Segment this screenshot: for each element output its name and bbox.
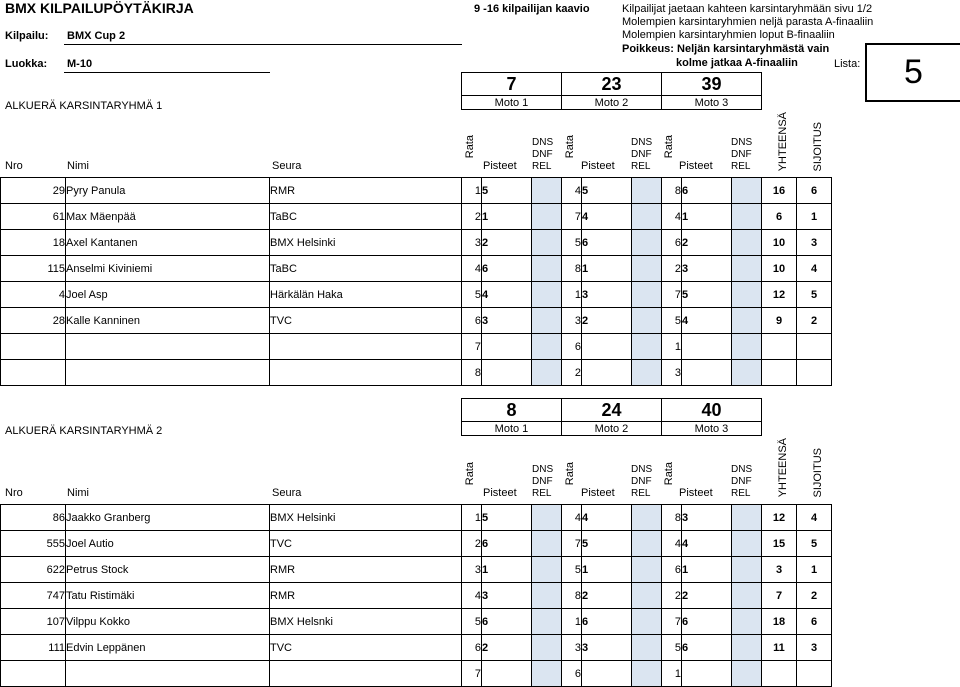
luokka-value[interactable]: M-10 bbox=[67, 58, 93, 70]
table-row bbox=[1, 230, 832, 256]
col-rel: REL bbox=[731, 161, 751, 172]
status-cell[interactable] bbox=[732, 360, 762, 386]
moto-label: Moto 1 bbox=[462, 96, 562, 110]
competitor-name: Edvin Leppänen bbox=[66, 635, 270, 661]
heat-number: 7 bbox=[462, 73, 562, 96]
points-cell[interactable] bbox=[482, 334, 532, 360]
points-cell[interactable] bbox=[582, 661, 632, 687]
points-cell[interactable]: 3 bbox=[482, 308, 532, 334]
competitor-number bbox=[1, 661, 66, 687]
col-sijoitus: SIJOITUS bbox=[812, 122, 824, 172]
total-points[interactable]: 12 bbox=[762, 282, 797, 308]
gate-number: 6 bbox=[562, 334, 582, 360]
competitor-number: 28 bbox=[1, 308, 66, 334]
points-cell[interactable]: 6 bbox=[682, 178, 732, 204]
status-cell[interactable] bbox=[632, 360, 662, 386]
status-cell[interactable] bbox=[732, 230, 762, 256]
luokka-underline bbox=[64, 72, 270, 73]
points-cell[interactable]: 4 bbox=[482, 282, 532, 308]
competitor-number: 747 bbox=[1, 583, 66, 609]
note-line-3: Molempien karsintaryhmien loput B-finaaliin bbox=[622, 29, 835, 41]
gate-number: 5 bbox=[462, 282, 482, 308]
status-cell[interactable] bbox=[532, 256, 562, 282]
status-cell[interactable] bbox=[732, 557, 762, 583]
points-cell[interactable]: 6 bbox=[582, 230, 632, 256]
total-points[interactable]: 11 bbox=[762, 635, 797, 661]
col-dnf: DNF bbox=[532, 476, 553, 487]
gate-number: 5 bbox=[662, 635, 682, 661]
col-dns: DNS bbox=[532, 464, 554, 475]
gate-number: 3 bbox=[562, 635, 582, 661]
placement[interactable]: 4 bbox=[797, 505, 832, 531]
competitor-number: 18 bbox=[1, 230, 66, 256]
competitor-name: Pyry Panula bbox=[66, 178, 270, 204]
table-row bbox=[1, 282, 832, 308]
competitor-number bbox=[1, 334, 66, 360]
table-row bbox=[1, 178, 832, 204]
gate-number: 4 bbox=[462, 256, 482, 282]
points-cell[interactable]: 6 bbox=[482, 256, 532, 282]
total-points[interactable]: 10 bbox=[762, 230, 797, 256]
status-cell[interactable] bbox=[632, 635, 662, 661]
status-cell[interactable] bbox=[632, 308, 662, 334]
col-dnf: DNF bbox=[532, 149, 553, 160]
note-line-1: Kilpailijat jaetaan kahteen karsintaryhmään sivu 1/2 bbox=[622, 3, 873, 15]
gate-number: 1 bbox=[662, 334, 682, 360]
competitor-number: 115 bbox=[1, 256, 66, 282]
status-cell[interactable] bbox=[532, 635, 562, 661]
gate-number: 8 bbox=[562, 583, 582, 609]
moto-label: Moto 3 bbox=[662, 96, 762, 110]
gate-number: 4 bbox=[562, 505, 582, 531]
placement[interactable]: 1 bbox=[797, 204, 832, 230]
competitor-name: Max Mäenpää bbox=[66, 204, 270, 230]
placement[interactable]: 1 bbox=[797, 557, 832, 583]
status-cell[interactable] bbox=[532, 661, 562, 687]
points-cell[interactable]: 2 bbox=[582, 308, 632, 334]
total-points[interactable] bbox=[762, 661, 797, 687]
gate-number: 2 bbox=[462, 531, 482, 557]
points-cell[interactable]: 5 bbox=[682, 282, 732, 308]
gate-number: 7 bbox=[662, 609, 682, 635]
col-dnf: DNF bbox=[631, 476, 652, 487]
competitor-number: 107 bbox=[1, 609, 66, 635]
gate-number: 5 bbox=[662, 308, 682, 334]
total-points[interactable] bbox=[762, 334, 797, 360]
total-points[interactable]: 9 bbox=[762, 308, 797, 334]
status-cell[interactable] bbox=[532, 282, 562, 308]
kilpailu-underline bbox=[64, 44, 462, 45]
lista-box[interactable] bbox=[865, 43, 960, 102]
points-cell[interactable]: 6 bbox=[582, 609, 632, 635]
moto-label: Moto 2 bbox=[562, 422, 662, 436]
status-cell[interactable] bbox=[732, 661, 762, 687]
competitor-name bbox=[66, 334, 270, 360]
gate-number: 5 bbox=[562, 557, 582, 583]
club-name: TaBC bbox=[270, 204, 462, 230]
total-points[interactable]: 3 bbox=[762, 557, 797, 583]
note-line-4: Poikkeus: Neljän karsintaryhmästä vain bbox=[622, 43, 830, 55]
gate-number: 1 bbox=[462, 505, 482, 531]
club-name: BMX Helsnki bbox=[270, 609, 462, 635]
table-row bbox=[1, 360, 832, 386]
points-cell[interactable]: 3 bbox=[482, 583, 532, 609]
gate-number: 1 bbox=[662, 661, 682, 687]
status-cell[interactable] bbox=[532, 360, 562, 386]
col-dnf: DNF bbox=[731, 476, 752, 487]
competitor-name: Jaakko Granberg bbox=[66, 505, 270, 531]
points-cell[interactable] bbox=[682, 661, 732, 687]
heat-number: 40 bbox=[662, 399, 762, 422]
status-cell[interactable] bbox=[632, 609, 662, 635]
col-seura: Seura bbox=[272, 160, 302, 172]
points-cell[interactable] bbox=[482, 360, 532, 386]
competitor-name: Kalle Kanninen bbox=[66, 308, 270, 334]
competitor-name: Tatu Ristimäki bbox=[66, 583, 270, 609]
col-rata: Rata bbox=[564, 462, 576, 486]
points-cell[interactable]: 1 bbox=[582, 256, 632, 282]
note-line-2: Molempien karsintaryhmien neljä parasta A-finaaliin bbox=[622, 16, 874, 28]
col-dnf: DNF bbox=[731, 149, 752, 160]
heat-number: 24 bbox=[562, 399, 662, 422]
status-cell[interactable] bbox=[732, 204, 762, 230]
points-cell[interactable]: 2 bbox=[682, 230, 732, 256]
club-name bbox=[270, 661, 462, 687]
col-rata: Rata bbox=[464, 462, 476, 486]
gate-number: 6 bbox=[662, 230, 682, 256]
col-dns: DNS bbox=[532, 137, 554, 148]
lista-value: 5 bbox=[904, 53, 923, 91]
competitor-number: 622 bbox=[1, 557, 66, 583]
points-cell[interactable]: 2 bbox=[582, 583, 632, 609]
status-cell[interactable] bbox=[632, 230, 662, 256]
club-name: RMR bbox=[270, 178, 462, 204]
placement[interactable]: 6 bbox=[797, 178, 832, 204]
table-row bbox=[1, 308, 832, 334]
gate-number: 6 bbox=[562, 661, 582, 687]
col-rel: REL bbox=[731, 488, 751, 499]
placement[interactable] bbox=[797, 360, 832, 386]
gate-number: 3 bbox=[562, 308, 582, 334]
heat-number: 39 bbox=[662, 73, 762, 96]
total-points[interactable]: 7 bbox=[762, 583, 797, 609]
placement[interactable]: 2 bbox=[797, 308, 832, 334]
points-cell[interactable]: 4 bbox=[582, 204, 632, 230]
gate-number: 3 bbox=[462, 230, 482, 256]
note-line-5: kolme jatkaa A-finaaliin bbox=[676, 57, 798, 69]
points-cell[interactable]: 1 bbox=[682, 557, 732, 583]
col-rata: Rata bbox=[663, 135, 675, 159]
points-cell[interactable]: 2 bbox=[682, 583, 732, 609]
points-cell[interactable]: 6 bbox=[482, 531, 532, 557]
competitor-number: 61 bbox=[1, 204, 66, 230]
competitor-name: Axel Kantanen bbox=[66, 230, 270, 256]
status-cell[interactable] bbox=[632, 334, 662, 360]
total-points[interactable]: 15 bbox=[762, 531, 797, 557]
placement[interactable]: 3 bbox=[797, 635, 832, 661]
placement[interactable]: 6 bbox=[797, 609, 832, 635]
status-cell[interactable] bbox=[732, 505, 762, 531]
table-row bbox=[1, 505, 832, 531]
status-cell[interactable] bbox=[532, 178, 562, 204]
table-row bbox=[1, 609, 832, 635]
col-pisteet: Pisteet bbox=[483, 487, 517, 499]
competitor-name: Vilppu Kokko bbox=[66, 609, 270, 635]
placement[interactable]: 5 bbox=[797, 282, 832, 308]
points-cell[interactable]: 1 bbox=[682, 204, 732, 230]
status-cell[interactable] bbox=[532, 609, 562, 635]
points-cell[interactable]: 4 bbox=[582, 505, 632, 531]
gate-number: 8 bbox=[662, 178, 682, 204]
gate-number: 7 bbox=[562, 204, 582, 230]
col-nimi: Nimi bbox=[67, 160, 89, 172]
col-yhteensa: YHTEENSÄ bbox=[777, 438, 789, 498]
gate-number: 2 bbox=[462, 204, 482, 230]
moto-label: Moto 2 bbox=[562, 96, 662, 110]
status-cell[interactable] bbox=[732, 282, 762, 308]
col-pisteet: Pisteet bbox=[581, 487, 615, 499]
club-name: BMX Helsinki bbox=[270, 230, 462, 256]
col-dns: DNS bbox=[731, 464, 753, 475]
points-cell[interactable]: 1 bbox=[582, 557, 632, 583]
gate-number: 8 bbox=[662, 505, 682, 531]
placement[interactable]: 3 bbox=[797, 230, 832, 256]
col-nro: Nro bbox=[5, 160, 23, 172]
group-title: ALKUERÄ KARSINTARYHMÄ 2 bbox=[5, 425, 163, 437]
placement[interactable]: 5 bbox=[797, 531, 832, 557]
status-cell[interactable] bbox=[532, 334, 562, 360]
col-sijoitus: SIJOITUS bbox=[812, 448, 824, 498]
club-name: TVC bbox=[270, 635, 462, 661]
gate-number: 4 bbox=[662, 531, 682, 557]
points-cell[interactable]: 5 bbox=[582, 178, 632, 204]
col-pisteet: Pisteet bbox=[679, 160, 713, 172]
total-points[interactable]: 10 bbox=[762, 256, 797, 282]
gate-number: 2 bbox=[562, 360, 582, 386]
gate-number: 7 bbox=[562, 531, 582, 557]
status-cell[interactable] bbox=[532, 308, 562, 334]
col-rata: Rata bbox=[464, 135, 476, 159]
col-dns: DNS bbox=[631, 137, 653, 148]
placement[interactable]: 2 bbox=[797, 583, 832, 609]
gate-number: 8 bbox=[562, 256, 582, 282]
col-yhteensa: YHTEENSÄ bbox=[777, 112, 789, 172]
status-cell[interactable] bbox=[732, 334, 762, 360]
heat-number: 8 bbox=[462, 399, 562, 422]
page-title: BMX KILPAILUPÖYTÄKIRJA bbox=[5, 0, 194, 16]
col-nimi: Nimi bbox=[67, 487, 89, 499]
points-cell[interactable]: 5 bbox=[582, 531, 632, 557]
gate-number: 6 bbox=[462, 308, 482, 334]
points-cell[interactable] bbox=[682, 360, 732, 386]
status-cell[interactable] bbox=[632, 557, 662, 583]
col-nro: Nro bbox=[5, 487, 23, 499]
status-cell[interactable] bbox=[532, 505, 562, 531]
status-cell[interactable] bbox=[532, 204, 562, 230]
heat-number: 23 bbox=[562, 73, 662, 96]
gate-number: 2 bbox=[662, 256, 682, 282]
gate-number: 2 bbox=[662, 583, 682, 609]
club-name: RMR bbox=[270, 583, 462, 609]
gate-number: 7 bbox=[462, 661, 482, 687]
points-cell[interactable]: 3 bbox=[682, 505, 732, 531]
gate-number: 3 bbox=[462, 557, 482, 583]
gate-number: 8 bbox=[462, 360, 482, 386]
competitor-number: 29 bbox=[1, 178, 66, 204]
gate-number: 4 bbox=[562, 178, 582, 204]
points-cell[interactable]: 3 bbox=[682, 256, 732, 282]
col-rata: Rata bbox=[564, 135, 576, 159]
group-title: ALKUERÄ KARSINTARYHMÄ 1 bbox=[5, 100, 163, 112]
col-rel: REL bbox=[532, 488, 552, 499]
points-cell[interactable]: 2 bbox=[482, 230, 532, 256]
points-cell[interactable]: 5 bbox=[482, 178, 532, 204]
gate-number: 7 bbox=[462, 334, 482, 360]
gate-number: 1 bbox=[562, 282, 582, 308]
status-cell[interactable] bbox=[532, 557, 562, 583]
heat-numbers bbox=[461, 398, 762, 436]
gate-number: 1 bbox=[462, 178, 482, 204]
moto-label: Moto 3 bbox=[662, 422, 762, 436]
total-points[interactable]: 18 bbox=[762, 609, 797, 635]
competitor-number bbox=[1, 360, 66, 386]
gate-number: 3 bbox=[662, 360, 682, 386]
moto-label: Moto 1 bbox=[462, 422, 562, 436]
gate-number: 6 bbox=[462, 635, 482, 661]
points-cell[interactable]: 4 bbox=[682, 308, 732, 334]
status-cell[interactable] bbox=[532, 531, 562, 557]
points-cell[interactable]: 5 bbox=[482, 505, 532, 531]
lista-label: Lista: bbox=[834, 58, 861, 70]
table-row bbox=[1, 531, 832, 557]
competitor-name: Anselmi Kiviniemi bbox=[66, 256, 270, 282]
placement[interactable] bbox=[797, 334, 832, 360]
gate-number: 4 bbox=[462, 583, 482, 609]
competitor-name: Petrus Stock bbox=[66, 557, 270, 583]
points-cell[interactable] bbox=[682, 334, 732, 360]
competitor-number: 4 bbox=[1, 282, 66, 308]
points-cell[interactable]: 3 bbox=[582, 635, 632, 661]
status-cell[interactable] bbox=[632, 531, 662, 557]
club-name: Härkälän Haka bbox=[270, 282, 462, 308]
col-rel: REL bbox=[532, 161, 552, 172]
gate-number: 4 bbox=[662, 204, 682, 230]
status-cell[interactable] bbox=[632, 282, 662, 308]
gate-number: 6 bbox=[662, 557, 682, 583]
table-row bbox=[1, 334, 832, 360]
kilpailu-value[interactable]: BMX Cup 2 bbox=[67, 30, 126, 42]
status-cell[interactable] bbox=[732, 178, 762, 204]
kaavio-label: 9 -16 kilpailijan kaavio bbox=[474, 3, 590, 15]
gate-number: 1 bbox=[562, 609, 582, 635]
status-cell[interactable] bbox=[632, 505, 662, 531]
competitor-name bbox=[66, 661, 270, 687]
gate-number: 5 bbox=[562, 230, 582, 256]
points-cell[interactable] bbox=[482, 661, 532, 687]
col-dns: DNS bbox=[731, 137, 753, 148]
status-cell[interactable] bbox=[532, 230, 562, 256]
luokka-label: Luokka: bbox=[5, 58, 48, 70]
total-points[interactable]: 12 bbox=[762, 505, 797, 531]
points-cell[interactable]: 2 bbox=[482, 635, 532, 661]
competitor-name: Joel Autio bbox=[66, 531, 270, 557]
points-cell[interactable]: 6 bbox=[482, 609, 532, 635]
heat-numbers bbox=[461, 72, 762, 110]
total-points[interactable] bbox=[762, 360, 797, 386]
status-cell[interactable] bbox=[632, 256, 662, 282]
points-cell[interactable]: 6 bbox=[682, 609, 732, 635]
status-cell[interactable] bbox=[732, 635, 762, 661]
status-cell[interactable] bbox=[632, 583, 662, 609]
col-rel: REL bbox=[631, 161, 651, 172]
table-row bbox=[1, 256, 832, 282]
points-cell[interactable] bbox=[582, 334, 632, 360]
kilpailu-label: Kilpailu: bbox=[5, 30, 49, 42]
col-pisteet: Pisteet bbox=[679, 487, 713, 499]
table-row bbox=[1, 204, 832, 230]
points-cell[interactable]: 3 bbox=[582, 282, 632, 308]
placement[interactable]: 4 bbox=[797, 256, 832, 282]
status-cell[interactable] bbox=[732, 256, 762, 282]
competitor-name: Joel Asp bbox=[66, 282, 270, 308]
points-cell[interactable]: 1 bbox=[482, 557, 532, 583]
results-table bbox=[0, 504, 832, 687]
points-cell[interactable] bbox=[582, 360, 632, 386]
status-cell[interactable] bbox=[732, 308, 762, 334]
points-cell[interactable]: 1 bbox=[482, 204, 532, 230]
table-row bbox=[1, 635, 832, 661]
col-pisteet: Pisteet bbox=[581, 160, 615, 172]
points-cell[interactable]: 6 bbox=[682, 635, 732, 661]
col-dns: DNS bbox=[631, 464, 653, 475]
club-name: RMR bbox=[270, 557, 462, 583]
table-row bbox=[1, 583, 832, 609]
col-pisteet: Pisteet bbox=[483, 160, 517, 172]
status-cell[interactable] bbox=[632, 204, 662, 230]
status-cell[interactable] bbox=[632, 661, 662, 687]
points-cell[interactable]: 4 bbox=[682, 531, 732, 557]
col-rel: REL bbox=[631, 488, 651, 499]
status-cell[interactable] bbox=[632, 178, 662, 204]
club-name bbox=[270, 334, 462, 360]
club-name: TVC bbox=[270, 308, 462, 334]
total-points[interactable]: 16 bbox=[762, 178, 797, 204]
status-cell[interactable] bbox=[732, 583, 762, 609]
status-cell[interactable] bbox=[732, 531, 762, 557]
col-dnf: DNF bbox=[631, 149, 652, 160]
status-cell[interactable] bbox=[732, 609, 762, 635]
results-table bbox=[0, 177, 832, 386]
competitor-number: 555 bbox=[1, 531, 66, 557]
status-cell[interactable] bbox=[532, 583, 562, 609]
club-name bbox=[270, 360, 462, 386]
table-row bbox=[1, 557, 832, 583]
club-name: BMX Helsinki bbox=[270, 505, 462, 531]
competitor-number: 86 bbox=[1, 505, 66, 531]
club-name: TVC bbox=[270, 531, 462, 557]
competitor-number: 111 bbox=[1, 635, 66, 661]
club-name: TaBC bbox=[270, 256, 462, 282]
gate-number: 5 bbox=[462, 609, 482, 635]
col-seura: Seura bbox=[272, 487, 302, 499]
total-points[interactable]: 6 bbox=[762, 204, 797, 230]
competitor-name bbox=[66, 360, 270, 386]
col-rata: Rata bbox=[663, 462, 675, 486]
placement[interactable] bbox=[797, 661, 832, 687]
table-row bbox=[1, 661, 832, 687]
gate-number: 7 bbox=[662, 282, 682, 308]
